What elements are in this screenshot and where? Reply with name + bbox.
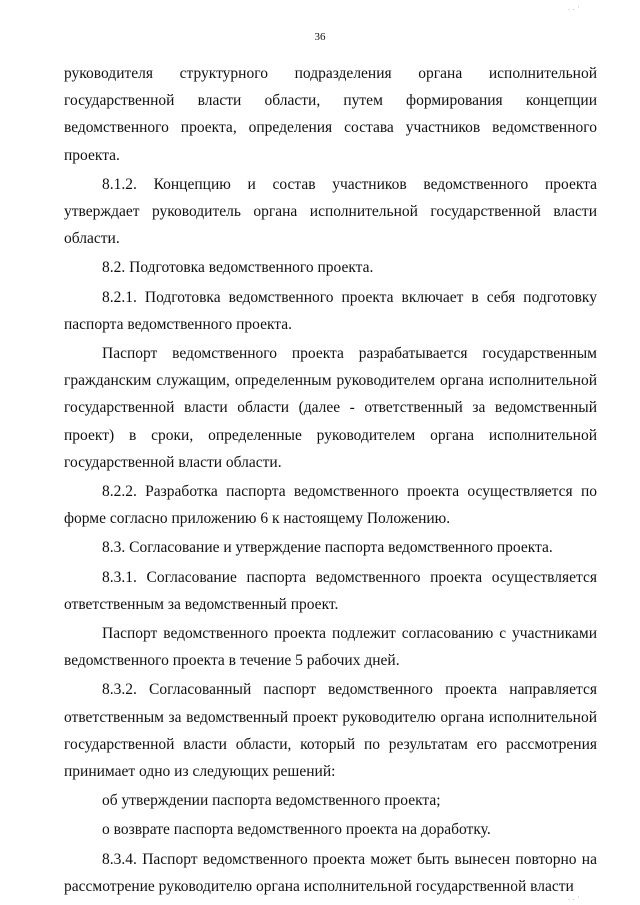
crop-mark-bottom: . . · <box>568 892 580 902</box>
document-body <box>64 60 597 900</box>
paragraph-8-2-1: 8.2.1. Подготовка ведомственного проекта включает в себя подготовку паспорта ведомственного проекта. <box>64 288 597 333</box>
paragraph-passport-developer: Паспорт ведомственного проекта разрабатывается государственным гражданским служащим, определенным руководителем органа исполнительной государственной власти области (далее - ответственный за ведомственный проект) в сроки, определенные руководителем органа исполнительной государственной власти области. <box>64 345 597 471</box>
paragraph-8-1-2: 8.1.2. Концепцию и состав участников ведомственного проекта утверждает руководитель органа исполнительной государственной власти области. <box>64 175 597 248</box>
list-item-return: о возврате паспорта ведомственного проекта на доработку. <box>102 821 491 839</box>
paragraph-8-2-2: 8.2.2. Разработка паспорта ведомственного проекта осуществляется по форме согласно приложению 6 к настоящему Положению. <box>64 483 597 528</box>
crop-mark-top: . . · <box>568 2 580 12</box>
page-number: 36 <box>314 31 326 43</box>
list-item-approve: об утверждении паспорта ведомственного проекта; <box>102 792 441 810</box>
heading-8-2: 8.2. Подготовка ведомственного проекта. <box>102 259 374 277</box>
heading-8-3: 8.3. Согласование и утверждение паспорта ведомственного проекта. <box>102 539 553 557</box>
paragraph-8-3-4: 8.3.4. Паспорт ведомственного проекта может быть вынесен повторно на рассмотрение руководителю органа исполнительной государственной власти <box>64 850 597 895</box>
paragraph-continuation: руководителя структурного подразделения органа исполнительной государственной власти области, путем формирования концепции ведомственного проекта, определения состава участников ведомственного проекта. <box>64 65 597 164</box>
paragraph-8-3-1: 8.3.1. Согласование паспорта ведомственного проекта осуществляется ответственным за ведомственный проект. <box>64 568 597 613</box>
paragraph-8-3-2: 8.3.2. Согласованный паспорт ведомственного проекта направляется ответственным за ведомственный проект руководителю органа исполнительной государственной власти области, который по результатам его рассмотрения принимает одно из следующих решений: <box>64 681 597 781</box>
paragraph-approval-term: Паспорт ведомственного проекта подлежит согласованию с участниками ведомственного проекта в течение 5 рабочих дней. <box>64 625 597 670</box>
